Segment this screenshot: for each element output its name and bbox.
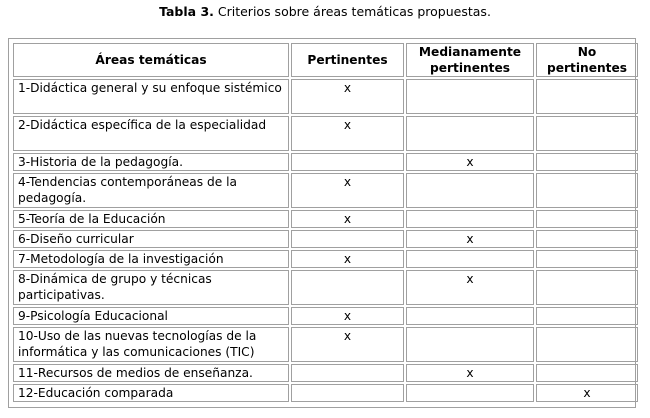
header-row — [13, 43, 638, 77]
cell-area: 4-Tendencias contemporáneas de la pedagogía. — [13, 173, 289, 208]
cell-no-pertinentes — [536, 250, 638, 268]
cell-pertinentes — [291, 384, 404, 402]
cell-medianamente: x — [406, 364, 534, 382]
table-row — [13, 173, 638, 208]
cell-area: 8-Dinámica de grupo y técnicas participativas. — [13, 270, 289, 305]
cell-no-pertinentes — [536, 327, 638, 362]
cell-no-pertinentes — [536, 230, 638, 248]
cell-area: 3-Historia de la pedagogía. — [13, 153, 289, 171]
cell-medianamente: x — [406, 153, 534, 171]
header-no-pertinentes: No pertinentes — [536, 43, 638, 77]
cell-area: 2-Didáctica específica de la especialidad — [13, 116, 289, 151]
cell-area: 11-Recursos de medios de enseñanza. — [13, 364, 289, 382]
table-row — [13, 153, 638, 171]
cell-pertinentes — [291, 230, 404, 248]
cell-pertinentes: x — [291, 210, 404, 228]
cell-no-pertinentes — [536, 79, 638, 114]
cell-no-pertinentes: x — [536, 384, 638, 402]
cell-pertinentes: x — [291, 250, 404, 268]
header-areas: Áreas temáticas — [13, 43, 289, 77]
cell-medianamente — [406, 173, 534, 208]
table-row — [13, 270, 638, 305]
cell-area: 9-Psicología Educacional — [13, 307, 289, 325]
caption-label: Tabla 3. — [159, 4, 214, 19]
header-medianamente: Medianamente pertinentes — [406, 43, 534, 77]
table-row — [13, 327, 638, 362]
table-row — [13, 364, 638, 382]
table-row — [13, 384, 638, 402]
table-row — [13, 307, 638, 325]
cell-medianamente: x — [406, 230, 534, 248]
cell-medianamente — [406, 384, 534, 402]
cell-area: 1-Didáctica general y su enfoque sistémico — [13, 79, 289, 114]
header-pertinentes: Pertinentes — [291, 43, 404, 77]
cell-no-pertinentes — [536, 307, 638, 325]
cell-pertinentes: x — [291, 173, 404, 208]
cell-area: 6-Diseño curricular — [13, 230, 289, 248]
cell-pertinentes: x — [291, 307, 404, 325]
cell-area: 10-Uso de las nuevas tecnologías de la informática y las comunicaciones (TIC) — [13, 327, 289, 362]
cell-pertinentes: x — [291, 116, 404, 151]
cell-no-pertinentes — [536, 364, 638, 382]
table-row — [13, 79, 638, 114]
table-row — [13, 210, 638, 228]
table-row — [13, 230, 638, 248]
cell-no-pertinentes — [536, 173, 638, 208]
cell-pertinentes: x — [291, 327, 404, 362]
caption-text: Criterios sobre áreas temáticas propuestas. — [213, 4, 491, 19]
cell-pertinentes — [291, 270, 404, 305]
cell-pertinentes — [291, 364, 404, 382]
table-row — [13, 250, 638, 268]
cell-medianamente — [406, 250, 534, 268]
cell-medianamente — [406, 116, 534, 151]
criteria-table — [11, 41, 640, 404]
cell-medianamente — [406, 327, 534, 362]
cell-pertinentes — [291, 153, 404, 171]
cell-no-pertinentes — [536, 153, 638, 171]
cell-pertinentes: x — [291, 79, 404, 114]
cell-medianamente — [406, 210, 534, 228]
cell-area: 12-Educación comparada — [13, 384, 289, 402]
cell-medianamente — [406, 79, 534, 114]
cell-no-pertinentes — [536, 210, 638, 228]
cell-medianamente — [406, 307, 534, 325]
table-row — [13, 116, 638, 151]
cell-area: 5-Teoría de la Educación — [13, 210, 289, 228]
cell-area: 7-Metodología de la investigación — [13, 250, 289, 268]
cell-no-pertinentes — [536, 270, 638, 305]
cell-no-pertinentes — [536, 116, 638, 151]
table-caption — [0, 4, 650, 19]
cell-medianamente: x — [406, 270, 534, 305]
